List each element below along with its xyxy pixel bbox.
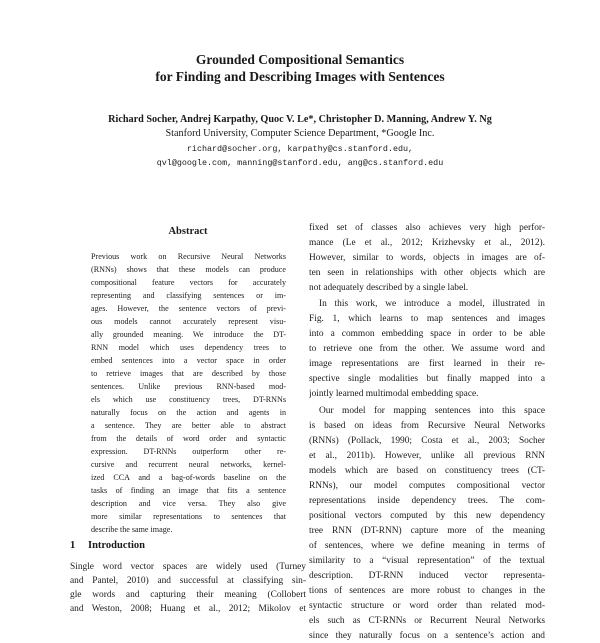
section-number: 1 bbox=[70, 540, 76, 551]
section-title: Introduction bbox=[88, 540, 145, 551]
abstract-line: expression. DT-RNNs outperform other re- bbox=[91, 447, 286, 456]
abstract-line: a sentence. They are better able to abstract bbox=[91, 421, 286, 430]
body-line: is based on ideas from Recursive Neural Networks bbox=[309, 421, 545, 431]
abstract-line: description and vice versa. They also give bbox=[91, 499, 286, 508]
author-list: Richard Socher, Andrej Karpathy, Quoc V. Le*, Christopher D. Manning, Andrew Y. Ng bbox=[108, 114, 492, 125]
body-line: els such as CT-RNNs or Recurrent Neural Networks bbox=[309, 616, 545, 626]
body-line: since they naturally focus on a sentence’s action and bbox=[309, 631, 545, 641]
body-line: tree RNN (DT-RNN) capture more of the meaning bbox=[309, 526, 545, 536]
abstract-line: (RNNs) shows that these models can produce bbox=[91, 265, 286, 274]
paper-title-line-1: Grounded Compositional Semantics bbox=[195, 52, 405, 67]
body-line: Single word vector spaces are widely used (Turney bbox=[70, 562, 306, 572]
abstract-line: more similar representations to sentences that bbox=[91, 512, 286, 521]
abstract-line: representing and classifying sentences or im- bbox=[91, 291, 286, 300]
abstract-line: sentences. Unlike previous RNN-based mod- bbox=[91, 382, 286, 391]
body-line: In this work, we introduce a model, illustrated in bbox=[319, 299, 545, 309]
body-line: syntactic structure or word order than related mod- bbox=[309, 601, 545, 611]
abstract-line: els which use constituency trees, DT-RNNs bbox=[91, 395, 286, 404]
abstract-line: ized CCA and a bag-of-words baseline on the bbox=[91, 473, 286, 482]
body-line: RNNs), our model computes compositional vector bbox=[309, 481, 545, 491]
abstract-line: embed sentences into a vector space in order bbox=[91, 356, 286, 365]
body-line: mance (Le et al., 2012; Krizhevsky et al., 2012). bbox=[309, 238, 545, 248]
body-line: (RNNs) (Pollack, 1990; Costa et al., 2003; Socher bbox=[309, 436, 545, 446]
abstract-line: from the details of word order and syntactic bbox=[91, 434, 286, 443]
email-line-2: qvl@google.com, manning@stanford.edu, ang@cs.stanford.edu bbox=[156, 158, 444, 168]
body-line: image representations are first learned in their re- bbox=[309, 359, 545, 369]
abstract-line: Previous work on Recursive Neural Networks bbox=[91, 252, 286, 261]
abstract-line: tasks of finding an image that fits a sentence bbox=[91, 486, 286, 495]
body-line: positional vectors computed by this new dependency bbox=[309, 511, 545, 521]
body-line: gle words and capturing their meaning (Collobert bbox=[70, 590, 306, 600]
body-line: representations inside dependency trees. The com- bbox=[309, 496, 545, 506]
abstract-line: naturally focus on the action and agents in bbox=[91, 408, 286, 417]
body-line: et al., 2011b). However, unlike all previous RNN bbox=[309, 451, 545, 461]
body-line: Our model for mapping sentences into this space bbox=[319, 406, 545, 416]
affiliation: Stanford University, Computer Science Department, *Google Inc. bbox=[165, 128, 435, 139]
body-line: models which are based on constituency trees (CT- bbox=[309, 466, 545, 476]
body-line: to retrieve one from the other. We assume word and bbox=[309, 344, 545, 354]
section-heading bbox=[70, 539, 145, 553]
body-line: of sentences, where we define meaning in terms of bbox=[309, 541, 545, 551]
abstract-line: ally grounded meaning. We introduce the DT- bbox=[91, 330, 286, 339]
body-line: Fig. 1, which learns to map sentences and images bbox=[309, 314, 545, 324]
body-line: similarity to a “visual representation” of the textual bbox=[309, 556, 545, 566]
body-line: spective single modalities but finally mapped into a bbox=[309, 374, 545, 384]
body-line: ten seen in relationships with other objects which are bbox=[309, 268, 545, 278]
body-line: jointly learned multimodal embedding space. bbox=[309, 389, 479, 399]
abstract-line: RNN model which uses dependency trees to bbox=[91, 343, 286, 352]
paper-title-line-2: for Finding and Describing Images with Sentences bbox=[155, 69, 445, 84]
abstract-line: describe the same image. bbox=[91, 525, 173, 534]
abstract-line: ages. However, the sentence vectors of previ- bbox=[91, 304, 286, 313]
body-line: not adequately described by a single label. bbox=[309, 283, 469, 293]
abstract-line: ous models cannot accurately represent visu- bbox=[91, 317, 286, 326]
body-line: tions of sentences are more robust to changes in the bbox=[309, 586, 545, 596]
body-line: and Weston, 2008; Huang et al., 2012; Mikolov et bbox=[70, 604, 306, 614]
abstract-heading: Abstract bbox=[168, 226, 208, 237]
body-line: description. DT-RNN induced vector representa- bbox=[309, 571, 545, 581]
body-line: and Pantel, 2010) and successful at classifying sin- bbox=[70, 576, 306, 586]
body-line: fixed set of classes also achieves very high perfor- bbox=[309, 223, 545, 233]
body-line: However, similar to words, objects in images are of- bbox=[309, 253, 545, 263]
email-line-1: richard@socher.org, karpathy@cs.stanford.edu, bbox=[186, 144, 414, 154]
abstract-line: compositional feature vectors for accurately bbox=[91, 278, 286, 287]
abstract-line: cursive and recurrent neural networks, kernel- bbox=[91, 460, 286, 469]
abstract-line: to retrieve images that are described by those bbox=[91, 369, 286, 378]
body-line: into a common embedding space in order to be able bbox=[309, 329, 545, 339]
